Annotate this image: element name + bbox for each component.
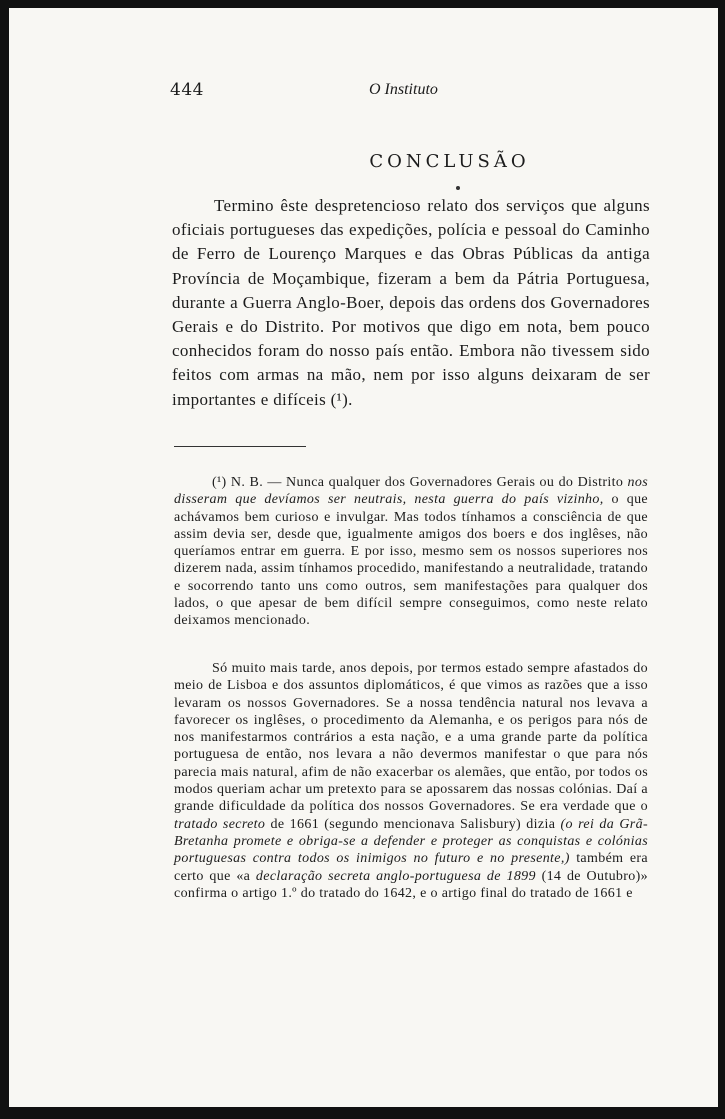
- footnote-marker: (¹): [212, 475, 227, 490]
- footnote-rest: o que achávamos bem curioso e invulgar. Mas todos tínhamos a consciência de que assim devia ser, desde que, igualmente amigos dos boers e dos inglêses, não queríamos entrar em guerra. E por isso, mesmo sem os nossos superiores nos dizerem nada, assim tínhamos procedido, manifestando a neutralidade, tratando e socorrendo tanto uns como outros, sem manifestações para qualquer dos lados, o que apesar de bem difícil sempre conseguimos, como neste relato deixamos mencionado.: [174, 492, 648, 629]
- main-paragraph: [172, 194, 650, 412]
- footnote-lead: N. B. — Nunca qualquer dos Governadores Gerais ou do Distrito: [230, 475, 624, 490]
- footnote-p2-text-b: de 1661 (segundo mencionava Salisbury) dizia: [270, 816, 556, 832]
- main-paragraph-text: Termino êste despretencioso relato dos serviços que alguns oficiais portugueses das expedições, polícia e pessoal do Caminho de Ferro de Lourenço Marques e das Obras Públicas da antiga Província de Moçambique, fizeram a bem da Pátria Portuguesa, durante a Guerra Anglo-Boer, depois das ordens dos Governadores Gerais e do Distrito. Por motivos que digo em nota, bem pouco conhecidos foram do nosso país então. Embora não tivessem sido feitos com armas na mão, nem por isso alguns deixaram de ser importantes e difíceis: [172, 196, 650, 409]
- footnote-paragraph-1: [174, 474, 648, 630]
- footnote-reference: (¹).: [330, 389, 353, 409]
- footnote-p2-italic-treaty: tratado secreto: [174, 816, 266, 832]
- footnote-p2-text-c: também era certo que «a: [174, 851, 648, 884]
- page-number: 444: [170, 80, 204, 100]
- section-title: CONCLUSÃO: [369, 151, 530, 172]
- footnote-p2-text-d: (14 de Outubro)» confirma o artigo 1.º do tratado do 1642, e o artigo final do tratado de 1661 e: [174, 868, 648, 901]
- running-title: O Instituto: [369, 81, 438, 98]
- book-page: [9, 8, 718, 1107]
- footnote-p2-italic-declaration: declaração secreta anglo-portuguesa de 1899: [255, 868, 536, 884]
- footnote-paragraph-2: [174, 660, 648, 902]
- footnote-p2-text-a: Só muito mais tarde, anos depois, por termos estado sempre afastados do meio de Lisboa e dos assuntos diplomáticos, é que vimos as razões que a isso levaram os nossos Governadores. Se a nossa tendência natural nos levava a favorecer os inglêses, o procedimento da Alemanha, e os perigos para nós de nos manifestarmos contrários a esta nação, e a uma grande parte da política portuguesa de então, nos levara a não devermos manifestar o que para nós parecia mais natural, afim de não exacerbar os alemães, que então, por todos os modos queriam achar um pretexto para se apossarem das nossas colónias. Daí a grande dificuldade da política dos nossos Governadores. Se era verdade que o: [174, 661, 648, 815]
- footnote-italic-quote: nos disseram que devíamos ser neutrais, nesta guerra do país vizinho,: [174, 475, 649, 508]
- footnote-divider: [174, 446, 306, 447]
- footnote-p2-italic-quote: (o rei da Grã-Bretanha promete e obriga-se a defender e proteger as conquistas e colónias portuguesas contra todos os inimigos no futuro e no presente,): [174, 816, 648, 867]
- ornament-dot: [456, 186, 460, 190]
